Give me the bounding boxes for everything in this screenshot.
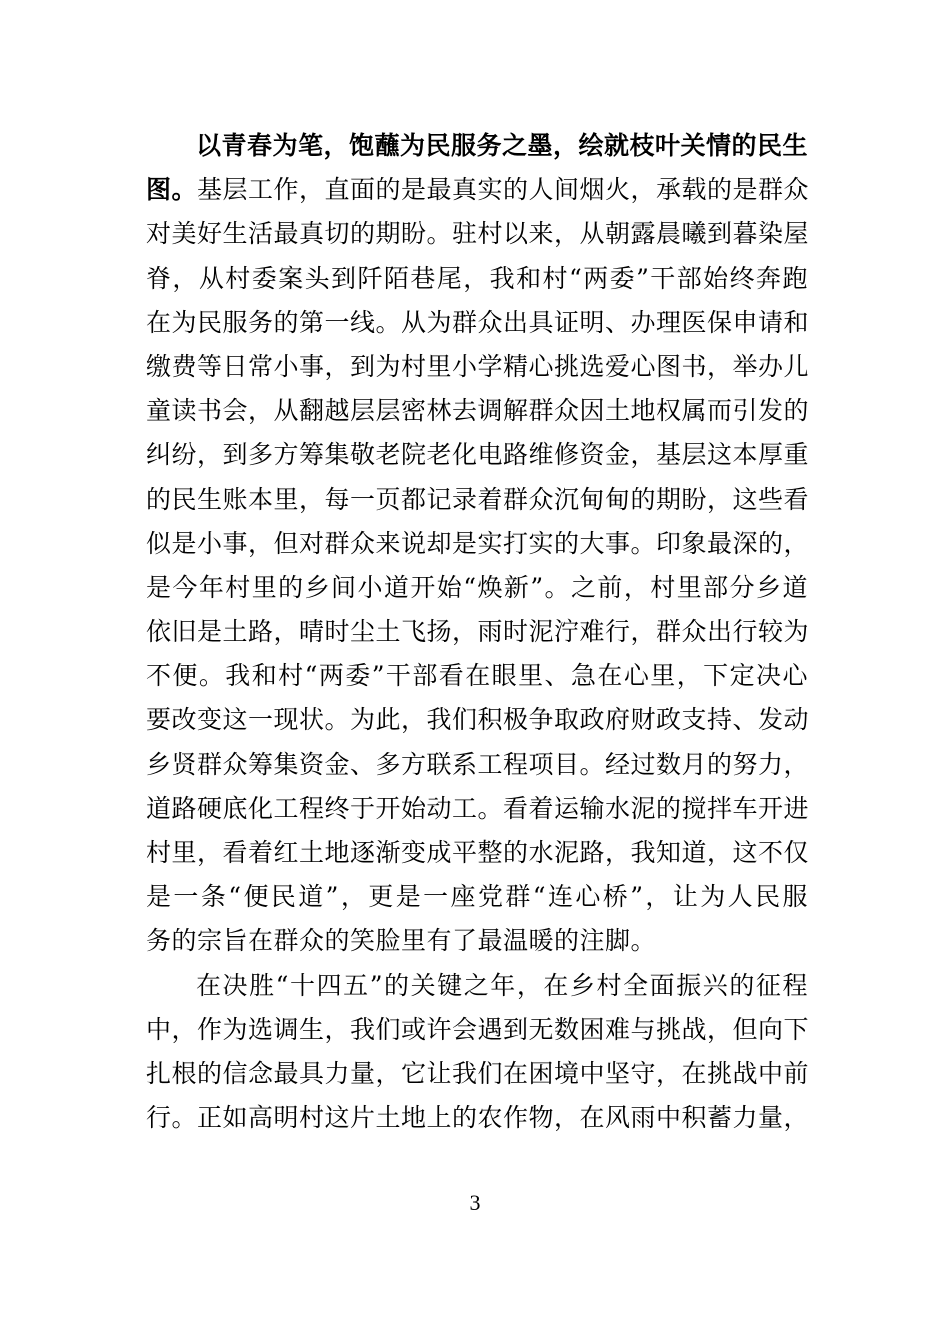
bold-text-segment: 图。: [146, 175, 198, 205]
text-segment: 在为民服务的第一线。从为群众出具证明、办理医保申请和: [146, 307, 810, 337]
text-line: [146, 345, 808, 389]
text-segment: 务的宗旨在群众的笑脸里有了最温暖的注脚。: [146, 926, 657, 956]
text-segment: 缴费等日常小事，到为村里小学精心挑选爱心图书，举办儿: [146, 351, 810, 381]
text-segment: 行。正如高明村这片土地上的农作物，在风雨中积蓄力量，: [146, 1103, 810, 1133]
text-line: [146, 566, 808, 610]
text-line: [146, 168, 808, 212]
text-segment: 对美好生活最真切的期盼。驻村以来，从朝露晨曦到暮染屋: [146, 219, 810, 249]
body-text: [146, 124, 808, 1140]
text-line: [146, 522, 808, 566]
text-segment: 纠纷，到多方筹集敬老院老化电路维修资金，基层这本厚重: [146, 440, 810, 470]
text-line: [146, 698, 808, 742]
text-line: [146, 610, 808, 654]
text-line: [146, 743, 808, 787]
text-segment: 童读书会，从翻越层层密林去调解群众因土地权属而引发的: [146, 396, 810, 426]
text-segment: 基层工作，直面的是最真实的人间烟火，承载的是群众: [197, 175, 810, 205]
text-line: [146, 478, 808, 522]
page-number: 3: [469, 1190, 481, 1215]
text-line: [146, 301, 808, 345]
text-segment: 脊，从村委案头到阡陌巷尾，我和村“两委”干部始终奔跑: [146, 263, 808, 293]
text-line: [146, 654, 808, 698]
text-line: [146, 875, 808, 919]
text-line: [146, 1052, 808, 1096]
text-segment: 中，作为选调生，我们或许会遇到无数困难与挑战，但向下: [146, 1014, 810, 1044]
text-segment: 在决胜“十四五”的关键之年，在乡村全面振兴的征程: [196, 970, 808, 1000]
text-segment: 要改变这一现状。为此，我们积极争取政府财政支持、发动: [146, 705, 810, 735]
text-line: [146, 1008, 808, 1052]
text-segment: 道路硬底化工程终于开始动工。看着运输水泥的搅拌车开进: [146, 793, 810, 823]
text-line: [146, 964, 808, 1008]
text-segment: 扎根的信念最具力量，它让我们在困境中坚守，在挑战中前: [146, 1058, 810, 1088]
text-line: [146, 212, 808, 256]
bold-text-segment: 以青春为笔，饱蘸为民服务之墨，绘就枝叶关情的民生: [196, 131, 809, 160]
text-segment: 的民生账本里，每一页都记录着群众沉甸甸的期盼，这些看: [146, 484, 810, 514]
text-segment: 依旧是土路，晴时尘土飞扬，雨时泥泞难行，群众出行较为: [146, 617, 810, 647]
text-line: [146, 919, 808, 963]
text-segment: 乡贤群众筹集资金、多方联系工程项目。经过数月的努力，: [146, 749, 810, 779]
text-line: [146, 433, 808, 477]
text-line: [146, 787, 808, 831]
text-segment: 是一条“便民道”，更是一座党群“连心桥”，让为人民服: [146, 882, 808, 912]
text-segment: 似是小事，但对群众来说却是实打实的大事。印象最深的，: [146, 528, 810, 558]
text-line: [146, 389, 808, 433]
text-line: [146, 257, 808, 301]
text-line: [146, 1096, 808, 1140]
text-segment: 是今年村里的乡间小道开始“焕新”。之前，村里部分乡道: [146, 572, 808, 602]
text-segment: 村里，看着红土地逐渐变成平整的水泥路，我知道，这不仅: [146, 838, 810, 867]
text-line: [146, 124, 808, 168]
text-segment: 不便。我和村“两委”干部看在眼里、急在心里，下定决心: [146, 661, 808, 691]
text-line: [146, 831, 808, 875]
